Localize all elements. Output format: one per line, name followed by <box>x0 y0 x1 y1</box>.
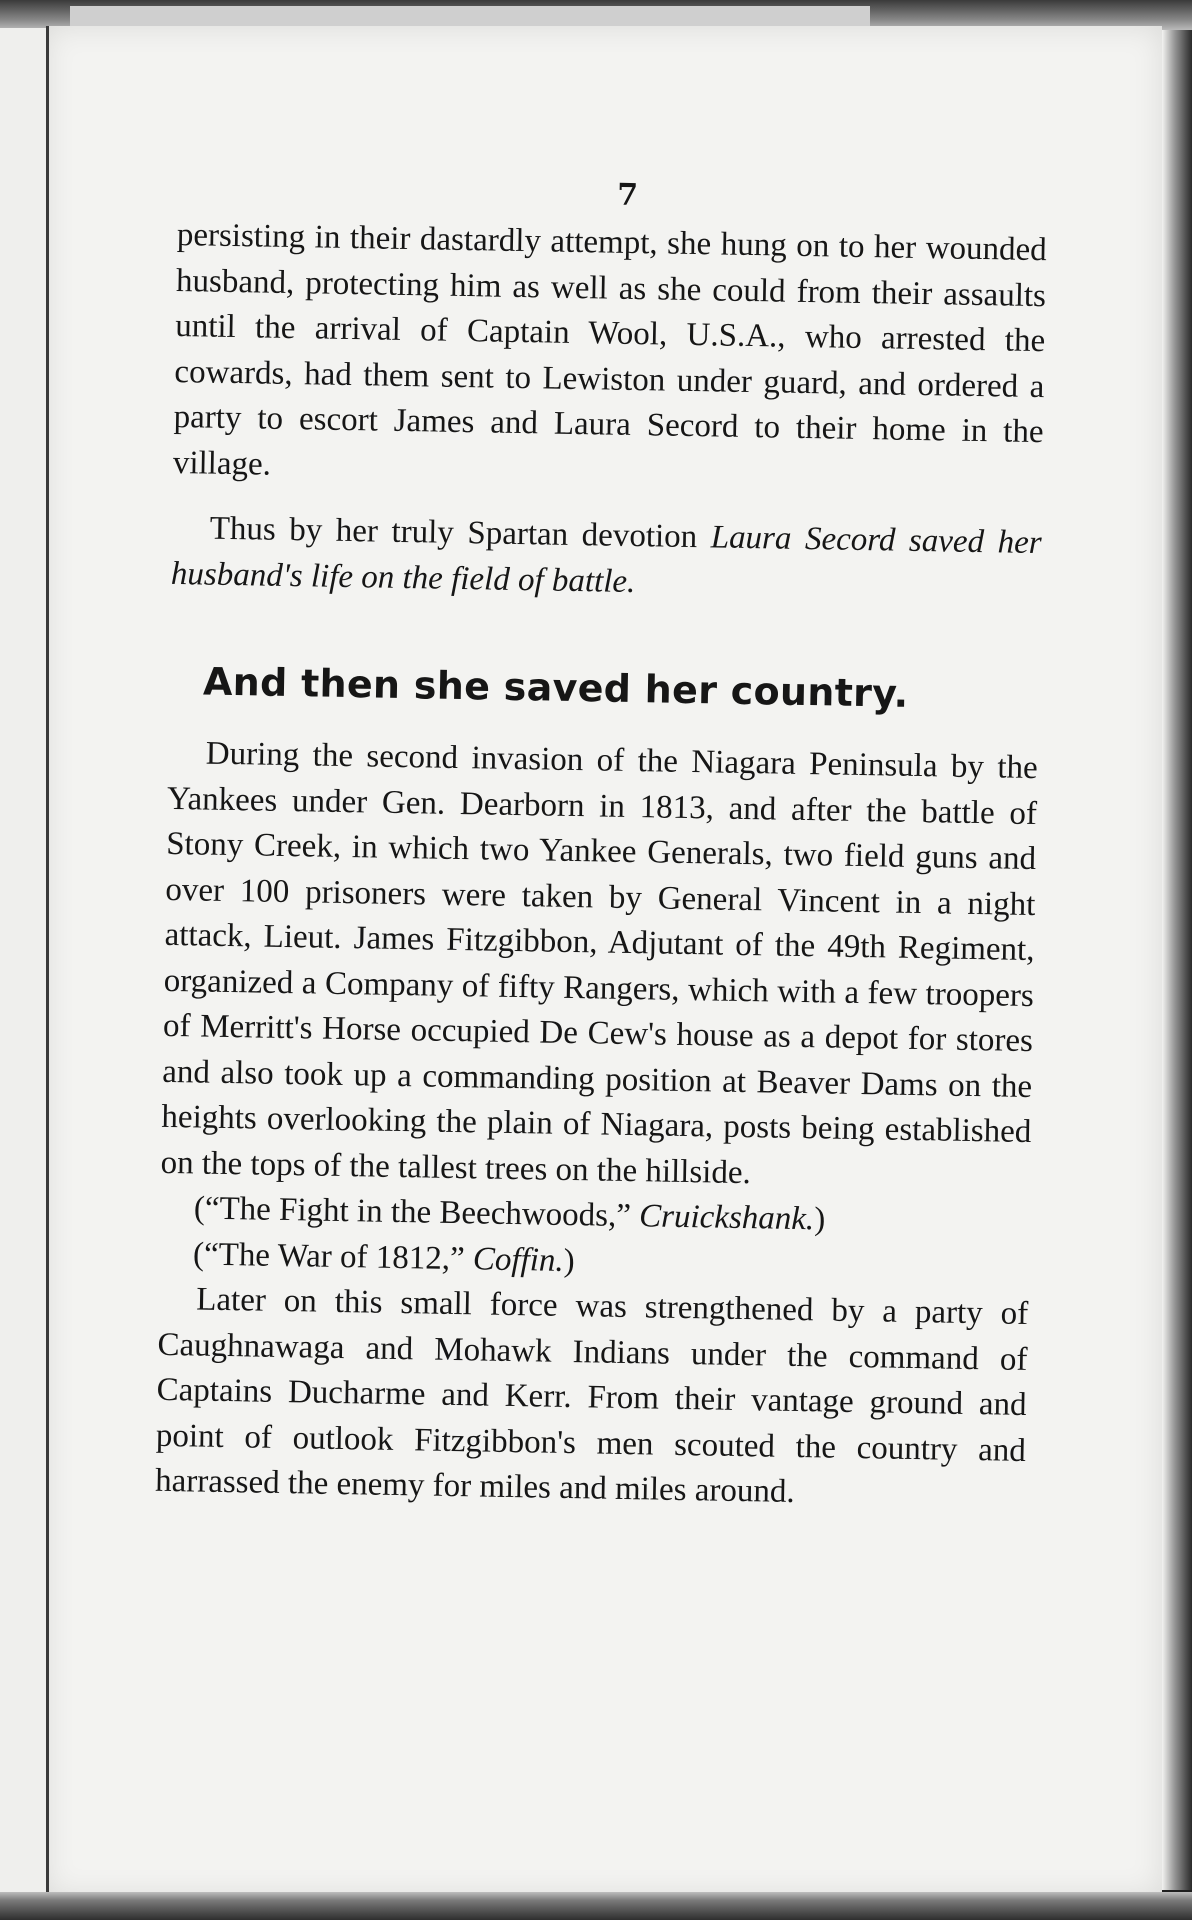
page-binding-line <box>46 26 49 1896</box>
citation-cruickshank-close: ) <box>813 1201 826 1238</box>
scan-right-edge <box>1162 30 1192 1890</box>
citation-cruickshank-author: Cruickshank. <box>638 1198 815 1238</box>
scan-bottom-edge <box>0 1892 1192 1920</box>
citation-cruickshank-text: (“The Fight in the Beechwoods,” <box>193 1190 640 1235</box>
page-number: 7 <box>616 177 639 214</box>
citation-coffin-close: ) <box>563 1242 575 1279</box>
paragraph-continuation: persisting in their dastardly attempt, she hung on to her wounded husband, protecting him as well as she could from their assaults until the arrival of Captain Wool, U.S.A., who arrested the cowards, had them sent to Lewiston under guard, and ordered a party to escort James and Laura Secord to their home in the village. <box>172 216 1048 483</box>
page-text <box>155 170 1048 1519</box>
paragraph-later-on: Later on this small force was strengthened by a party of Caughnawaga and Mohawk Indians under the command of Captains Ducharme and Kerr. From their vantage ground and point of outlook Fitzgibbon's men scouted the country and harrassed the enemy for miles and miles around. <box>154 1281 1029 1510</box>
citation-coffin-text: (“The War of 1812,” <box>192 1235 474 1277</box>
facing-page-edge <box>0 28 52 1892</box>
citation-coffin-author: Coffin. <box>472 1240 564 1279</box>
paragraph-spartan-devotion-italic: Laura Secord saved her husband's life on the field of battle. <box>170 519 1042 600</box>
section-heading: And then she saved her country. <box>202 659 909 716</box>
paragraph-spartan-devotion-text: Thus by her truly Spartan devotion <box>209 510 712 556</box>
paragraph-spartan-devotion <box>171 506 1042 612</box>
paragraph-second-invasion: During the second invasion of the Niagara Peninsula by the Yankees under Gen. Dearborn in 1813, and after the battle of Stony Creek, in which two Yankee Generals, two field guns and over 100 prisoners were taken by General Vincent in a night attack, Lieut. James Fitzgibbon, Adjutant of the 49th Regiment, organized a Company of fifty Rangers, which with a few troopers of Merritt's Horse occupied De Cew's house as a depot for stores and also took up a commanding position at Beaver Dams on the heights overlooking the plain of Niagara, posts being established on the tops of the tallest trees on the hillside. <box>160 735 1039 1191</box>
